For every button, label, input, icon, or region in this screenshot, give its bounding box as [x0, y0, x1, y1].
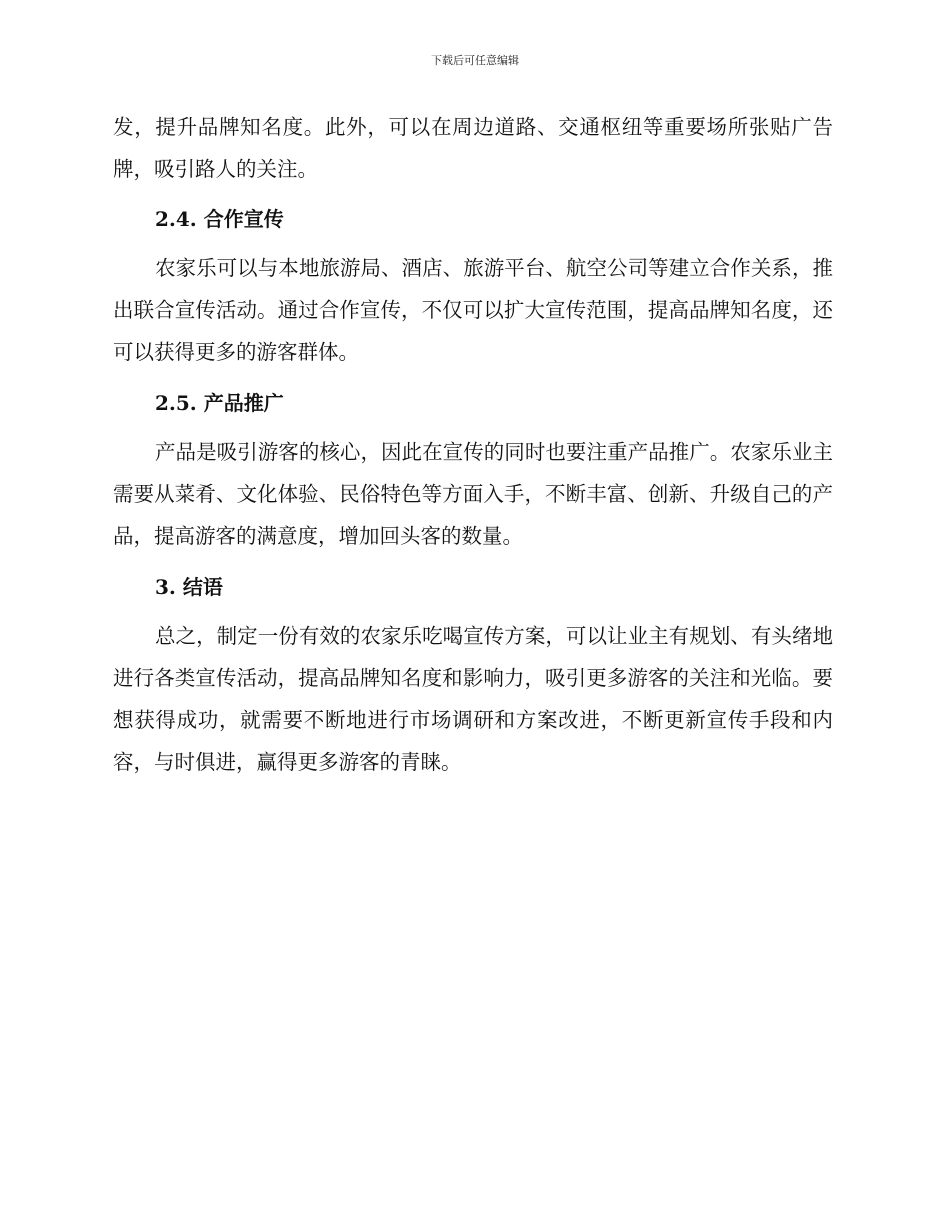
page-header: 下载后可任意编辑 — [431, 54, 519, 67]
document-body — [113, 106, 833, 783]
section-paragraph-3: 总之，制定一份有效的农家乐吃喝宣传方案，可以让业主有规划、有头绪地进行各类宣传活动，提高品牌知名度和影响力，吸引更多游客的关注和光临。要想获得成功，就需要不断地进行市场调研和方案改进，不断更新宣传手段和内容，与时俱进，赢得更多游客的青睐。 — [113, 624, 833, 774]
section-heading-2-4: 2.4. 合作宣传 — [155, 207, 284, 231]
section-heading-3: 3. 结语 — [155, 575, 223, 599]
section-paragraph-2-5: 产品是吸引游客的核心，因此在宣传的同时也要注重产品推广。农家乐业主需要从菜肴、文化体验、民俗特色等方面入手，不断丰富、创新、升级自己的产品，提高游客的满意度，增加回头客的数量。 — [113, 440, 833, 548]
section-heading-2-5: 2.5. 产品推广 — [155, 391, 284, 415]
section-paragraph-2-4: 农家乐可以与本地旅游局、酒店、旅游平台、航空公司等建立合作关系，推出联合宣传活动。通过合作宣传，不仅可以扩大宣传范围，提高品牌知名度，还可以获得更多的游客群体。 — [113, 256, 833, 364]
intro-paragraph: 发，提升品牌知名度。此外，可以在周边道路、交通枢纽等重要场所张贴广告牌，吸引路人的关注。 — [113, 115, 833, 181]
